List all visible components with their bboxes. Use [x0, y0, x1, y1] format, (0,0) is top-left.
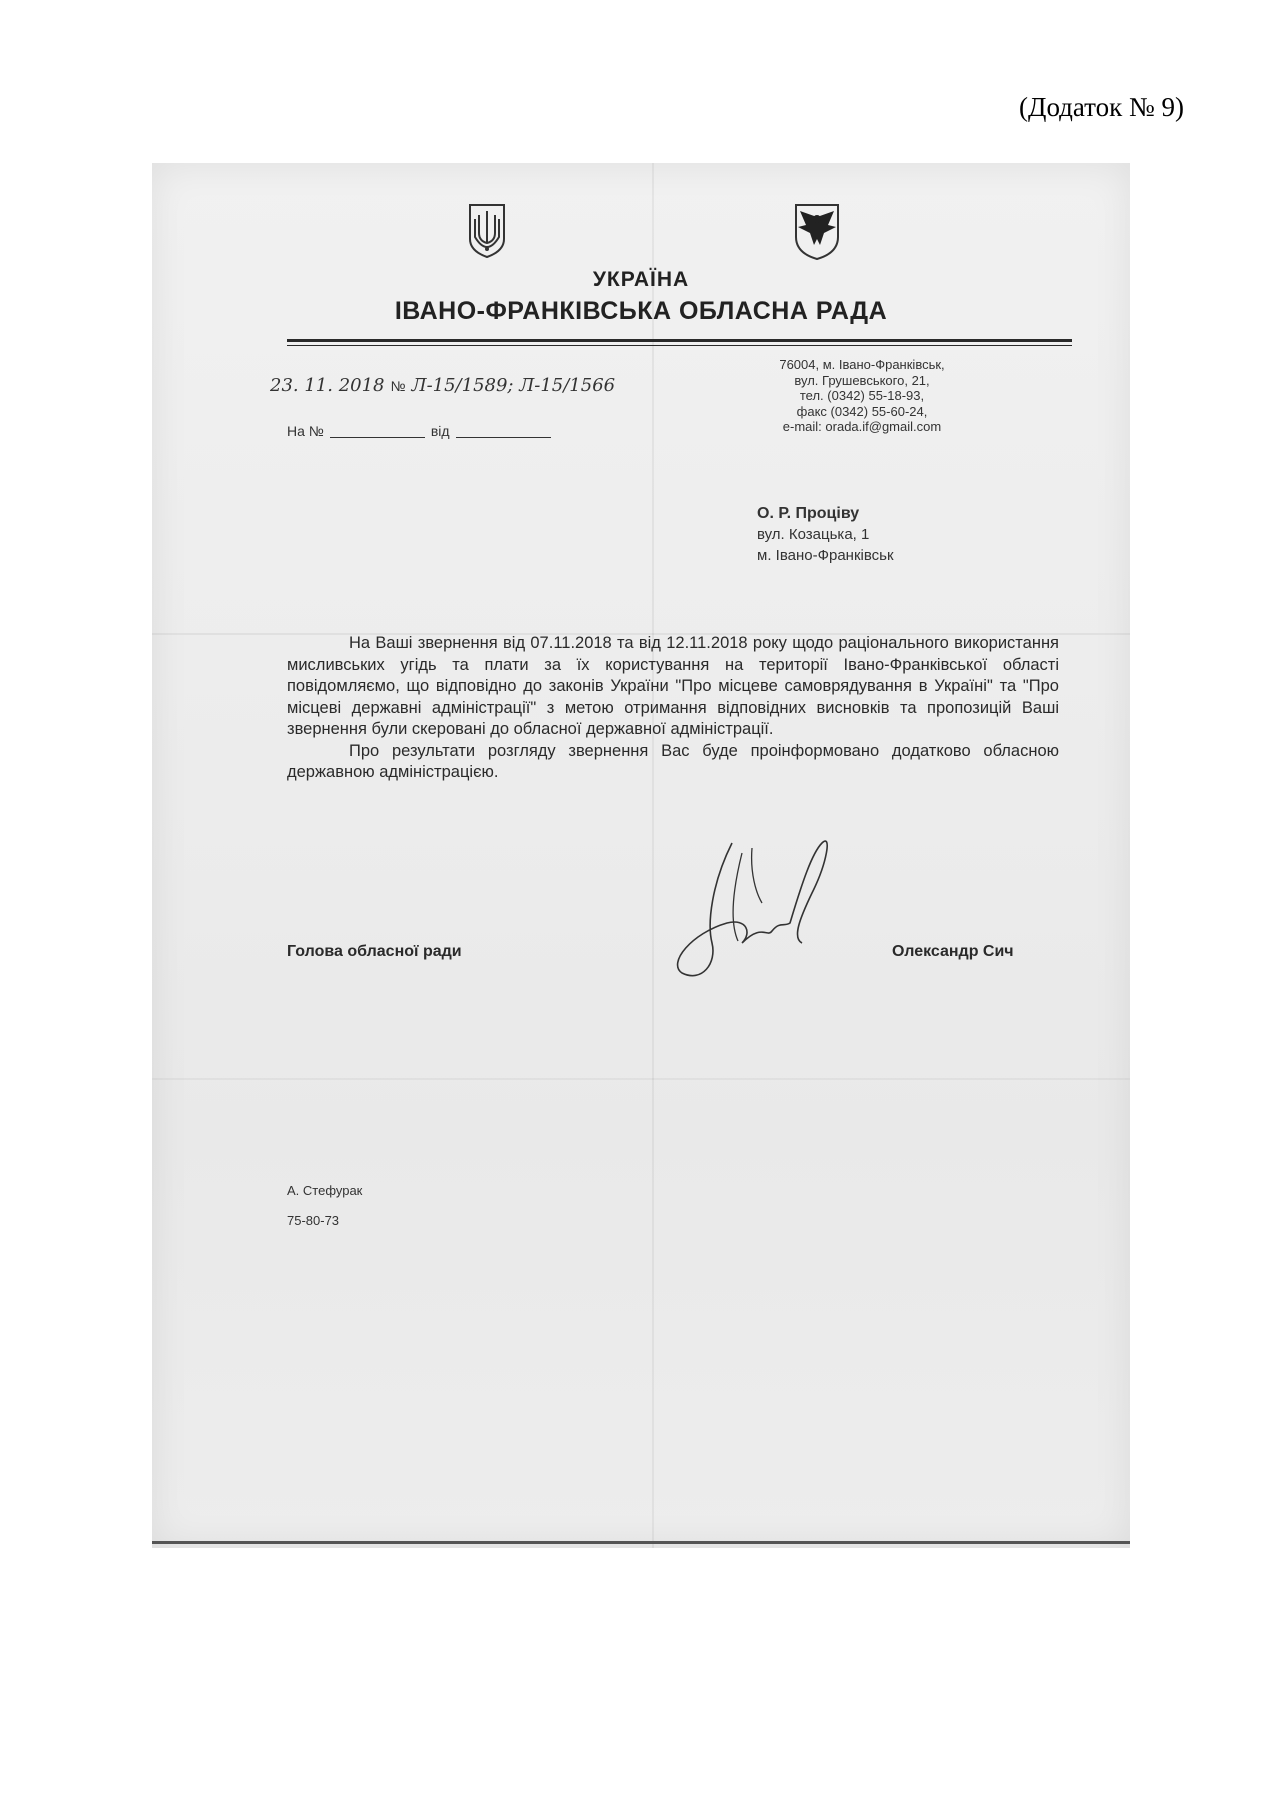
- address-line: e-mail: orada.if@gmail.com: [782, 419, 942, 434]
- letter-body: [287, 633, 1059, 784]
- reply-to-label: На №: [287, 423, 324, 439]
- recipient-street: вул. Козацька, 1: [757, 526, 870, 543]
- address-line: тел. (0342) 55-18-93,: [799, 388, 925, 403]
- address-line: вул. Грушевського, 21,: [794, 372, 930, 388]
- executor-name: А. Стефурак: [287, 1183, 363, 1198]
- country-heading: УКРАЇНА: [592, 268, 690, 291]
- signatory-title: Голова обласної ради: [287, 943, 462, 960]
- address-line: 76004, м. Івано-Франківськ,: [779, 357, 945, 372]
- address-line: факс (0342) 55-60-24,: [796, 403, 928, 419]
- header-rule: [287, 345, 1072, 346]
- blank-field: [330, 437, 425, 438]
- signatory-name: Олександр Сич: [892, 943, 1014, 960]
- registration-date: 23. 11. 2018: [270, 375, 385, 396]
- body-paragraph: Про результати розгляду звернення Вас буде проінформовано додатково обласною державною адміністрацією.: [287, 741, 1059, 781]
- trident-emblem-icon: [467, 203, 507, 259]
- blank-field: [456, 437, 551, 438]
- recipient-name: О. Р. Проціву: [757, 505, 860, 522]
- registration-line: [270, 375, 615, 396]
- handwritten-signature: [672, 823, 852, 993]
- fold-line: [652, 163, 654, 1548]
- scanned-letter: [152, 163, 1130, 1548]
- council-heading: ІВАНО-ФРАНКІВСЬКА ОБЛАСНА РАДА: [394, 297, 888, 325]
- number-label: №: [390, 378, 406, 394]
- jackdaw-emblem-icon: [792, 203, 842, 261]
- recipient-city: м. Івано-Франківськ: [757, 547, 894, 564]
- appendix-label: (Додаток № 9): [1019, 92, 1184, 122]
- body-paragraph: На Ваші звернення від 07.11.2018 та від 12.11.2018 року щодо раціонального використання мисливських угідь та плати за їх користування на території Івано-Франківської області повідомляємо, що відповідно до законів України "Про місцеве самоврядування в Україні" та "Про місцеві державні адміністрації" з метою отримання відповідних висновків та пропозицій Ваші звернення були скеровані до обласної державної адміністрації.: [287, 634, 1059, 738]
- fold-line: [152, 1078, 1130, 1080]
- from-label: від: [430, 423, 450, 439]
- scan-edge: [152, 1541, 1130, 1544]
- header-rule: [287, 339, 1072, 342]
- registration-number: Л-15/1589; Л-15/1566: [411, 375, 616, 396]
- executor-phone: 75-80-73: [287, 1213, 340, 1228]
- recipient-block: [757, 503, 894, 566]
- council-address: [762, 357, 962, 435]
- reply-to-line: [287, 423, 557, 439]
